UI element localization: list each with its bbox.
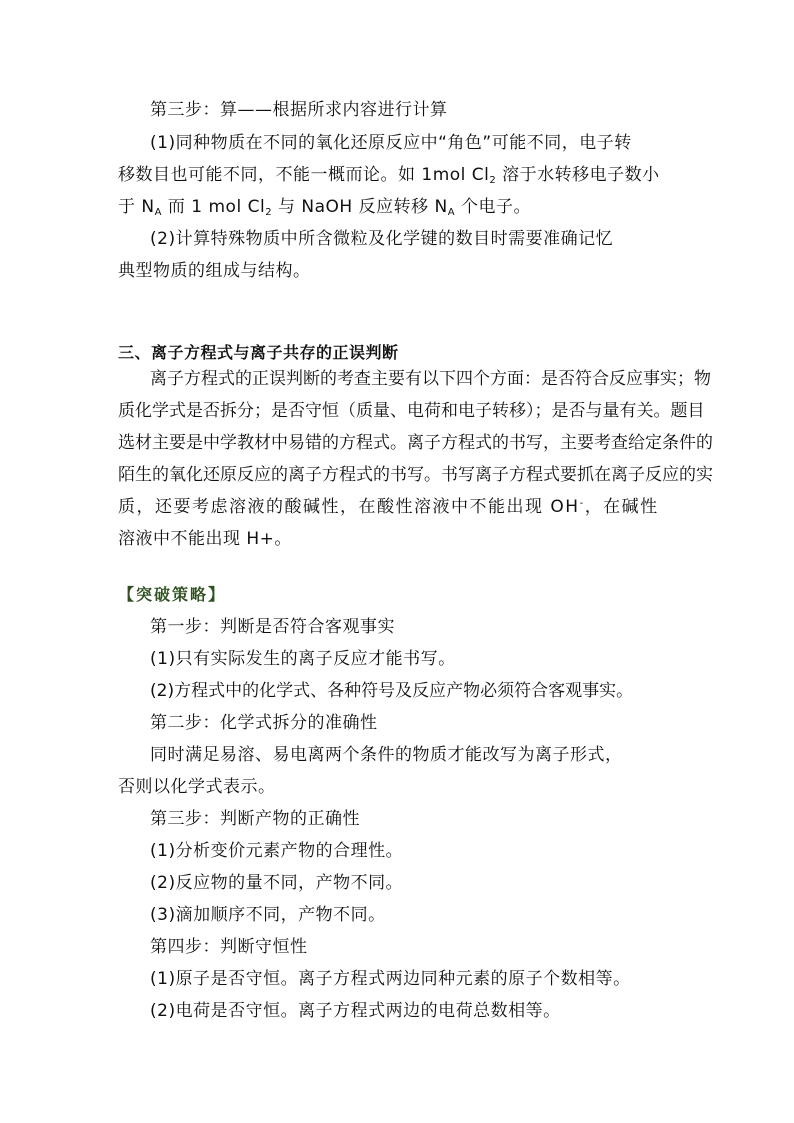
strategy-line-8: (1)分析变价元素产物的合理性。: [150, 841, 404, 861]
text-segment: 于 N: [118, 197, 155, 217]
text-segment: 而 1 mol Cl: [161, 197, 266, 217]
strategy-line-4: 第二步：化学式拆分的准确性: [150, 713, 378, 733]
strategy-line-11: 第四步：判断守恒性: [150, 937, 308, 957]
strategy-line-6: 否则以化学式表示。: [118, 777, 276, 797]
text-segment: 与 NaOH 反应转移 N: [272, 197, 448, 217]
superscript: -: [579, 498, 585, 509]
strategy-line-5: 同时满足易溶、易电离两个条件的物质才能改写为离子形式，: [150, 745, 623, 765]
strategy-line-12: (1)原子是否守恒。离子方程式两边同种元素的原子个数相等。: [150, 969, 631, 989]
strategy-line-13: (2)电荷是否守恒。离子方程式两边的电荷总数相等。: [150, 1001, 561, 1021]
strategy-title: 【突破策略】: [118, 585, 227, 604]
paragraph-1-line-1: (1)同种物质在不同的氧化还原反应中“角色”可能不同，电子转: [150, 133, 632, 153]
text-segment: 移数目也可能不同，不能一概而论。如 1mol Cl: [118, 165, 490, 185]
subscript: A: [154, 207, 162, 218]
section3-line-3: 选材主要是中学教材中易错的方程式。离子方程式的书写，主要考查给定条件的: [118, 433, 713, 453]
text-segment: 个电子。: [455, 197, 531, 217]
section3-line-6: 溶液中不能出现 H+。: [118, 529, 292, 549]
text-segment: 溶于水转移电子数小: [496, 165, 660, 185]
subscript: 2: [265, 207, 273, 218]
text-segment: ，在碱性: [584, 497, 659, 517]
subscript: 2: [489, 175, 497, 186]
strategy-line-7: 第三步：判断产物的正确性: [150, 809, 360, 829]
text-segment: 质，还要考虑溶液的酸碱性，在酸性溶液中不能出现 OH: [118, 497, 580, 517]
step3-title: 第三步：算——根据所求内容进行计算: [150, 100, 448, 120]
section3-line-5: [118, 496, 659, 518]
strategy-line-2: (1)只有实际发生的离子反应才能书写。: [150, 649, 456, 669]
section3-line-4: 陌生的氧化还原反应的离子方程式的书写。书写离子方程式要抓在离子反应的实: [118, 465, 713, 485]
strategy-line-10: (3)滴加顺序不同，产物不同。: [150, 905, 386, 925]
section3-line-1: 离子方程式的正误判断的考查主要有以下四个方面：是否符合反应事实；物: [150, 369, 711, 389]
paragraph-1-line-2: [118, 164, 660, 186]
paragraph-1-line-3: [118, 196, 531, 218]
strategy-line-9: (2)反应物的量不同，产物不同。: [150, 873, 404, 893]
section-heading: 三、离子方程式与离子共存的正误判断: [118, 343, 399, 362]
subscript: A: [447, 207, 456, 218]
paragraph-2-line-1: (2)计算特殊物质中所含微粒及化学键的数目时需要准确记忆: [150, 229, 614, 249]
section3-line-2: 质化学式是否拆分；是否守恒（质量、电荷和电子转移）；是否与量有关。题目: [118, 401, 705, 421]
strategy-line-1: 第一步：判断是否符合客观事实: [150, 617, 395, 637]
strategy-line-3: (2)方程式中的化学式、各种符号及反应产物必须符合客观事实。: [150, 681, 634, 701]
paragraph-2-line-2: 典型物质的组成与结构。: [118, 261, 311, 281]
